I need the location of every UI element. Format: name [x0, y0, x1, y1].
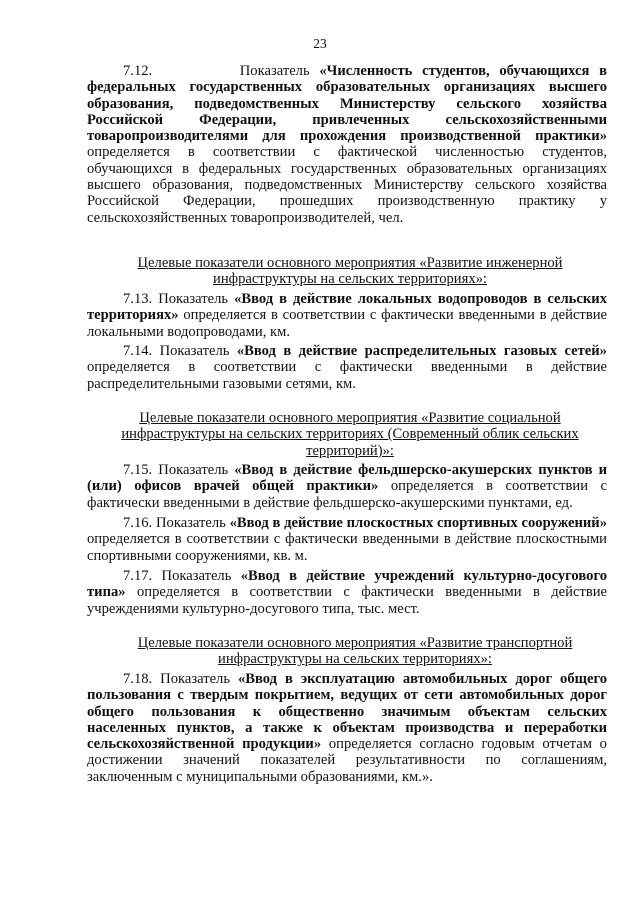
indicator-name: «Ввод в действие локальных водопроводов в сельских территориях»	[87, 291, 607, 324]
indicator-label: Показатель	[161, 568, 232, 584]
page-number: 23	[313, 36, 327, 51]
section-heading-text: Целевые показатели основного мероприятия «Развитие инженерной инфраструктуры на сельских территориях»:	[137, 255, 563, 288]
indicator-label: Показатель	[155, 515, 226, 531]
indicator-name: «Ввод в эксплуатацию автомобильных дорог общего пользования с твердым покрытием, ведущих от сети автомобильных дорог общего пользования к общественно значимым объектам сельских населенных пунктов, а также к объектам производства и переработки сельскохозяйственной продукции»	[87, 671, 608, 753]
item-number: 7.15.	[123, 462, 153, 478]
item-number: 7.14.	[123, 343, 153, 359]
paragraph-7-17	[87, 568, 607, 617]
item-number: 7.18.	[123, 671, 153, 687]
indicator-name: «Ввод в действие плоскостных спортивных сооружений»	[229, 515, 607, 531]
indicator-definition: определяется в соответствии с фактической численностью студентов, обучающихся в федеральных государственных образовательных организациях высшего образования, подведомственных Министерству сельского хозяйства Российской Федерации, прошедших производственную практику у сельскохозяйственных товаропроизводителей, чел.	[87, 144, 607, 226]
indicator-label: Показатель	[239, 63, 310, 79]
indicator-label: Показатель	[160, 671, 230, 687]
section-heading-transport	[120, 635, 590, 668]
indicator-name: «Ввод в действие фельдшерско-акушерских пунктов и (или) офисов врачей общей практики»	[87, 462, 608, 495]
indicator-definition: определяется согласно годовым отчетам о достижении значений показателей результативности по соглашениям, заключенным с муниципальными образованиями, км.».	[87, 736, 607, 785]
paragraph-7-18	[87, 671, 607, 785]
indicator-name: «Численность студентов, обучающихся в федеральных государственных образовательных организациях высшего образования, подведомственных Министерству сельского хозяйства Российской Федерации, привлеченных сельскохозяйственными товаропроизводителями для прохождения производственной практики»	[87, 63, 607, 145]
item-number: 7.17.	[123, 568, 153, 584]
indicator-label: Показатель	[158, 291, 229, 307]
section-heading-social	[110, 410, 590, 459]
paragraph-7-14	[87, 343, 607, 392]
paragraph-7-12	[87, 63, 607, 226]
indicator-definition: определяется в соответствии с фактически введенными в действие плоскостными спортивными сооружениями, кв. м.	[87, 531, 607, 564]
indicator-definition: определяется в соответствии с фактически введенными в действие локальными водопроводами, км.	[87, 307, 607, 340]
item-number: 7.16.	[123, 515, 153, 531]
section-heading-text: Целевые показатели основного мероприятия «Развитие социальной инфраструктуры на сельских территориях (Современный облик сельских территорий)»:	[121, 410, 579, 459]
indicator-definition: определяется в соответствии с фактически введенными в действие учреждениями культурно-досугового типа, тыс. мест.	[87, 584, 607, 617]
item-number: 7.13.	[123, 291, 153, 307]
indicator-label: Показатель	[159, 343, 230, 359]
indicator-label: Показатель	[158, 462, 229, 478]
section-heading-text: Целевые показатели основного мероприятия «Развитие транспортной инфраструктуры на сельских территориях»:	[137, 635, 573, 668]
indicator-name: «Ввод в действие распределительных газовых сетей»	[236, 343, 607, 359]
indicator-name: «Ввод в действие учреждений культурно-досугового типа»	[87, 568, 607, 601]
paragraph-7-13	[87, 291, 607, 340]
indicator-definition: определяется в соответствии с фактически введенными в действие фельдшерско-акушерскими пунктами, ед.	[87, 478, 607, 511]
section-heading-engineering	[120, 255, 580, 288]
indicator-definition: определяется в соответствии с фактически введенными в действие распределительными газовыми сетями, км.	[87, 359, 607, 392]
paragraph-7-16	[87, 515, 607, 564]
item-number: 7.12.	[123, 63, 153, 79]
paragraph-7-15	[87, 462, 607, 511]
